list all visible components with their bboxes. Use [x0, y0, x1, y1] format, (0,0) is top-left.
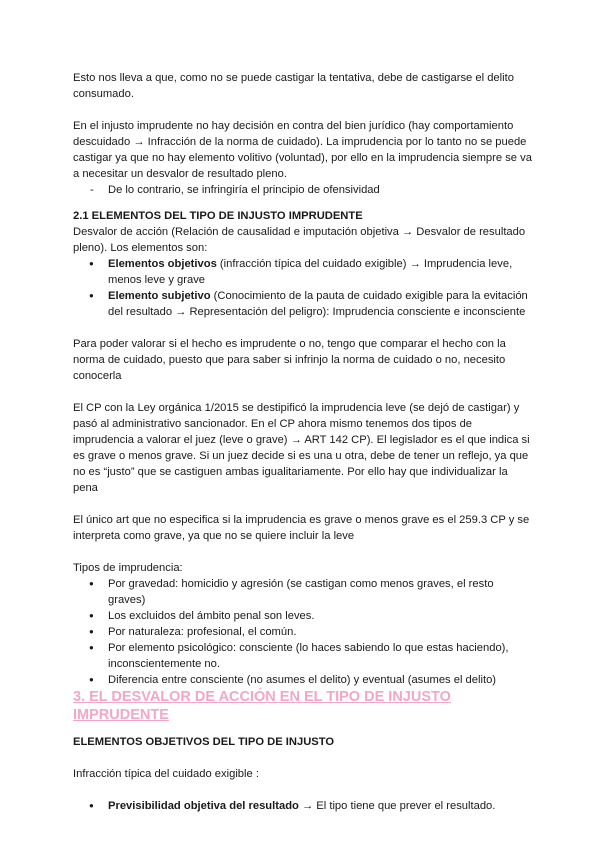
dash-list	[73, 182, 533, 198]
list-item: - De lo contrario, se infringiría el principio de ofensividad	[73, 182, 533, 198]
paragraph-injusto-imprudente: En el injusto imprudente no hay decisión en contra del bien jurídico (hay comportamiento descuidado → Infracción de la norma de cuidado). La imprudencia por lo tanto no se puede castigar ya que no hay elemento volitivo (voluntad), por ello en la imprudencia siempre se va a necesitar un desvalor de resultado pleno.	[73, 120, 532, 180]
paragraph-tentativa: Esto nos lleva a que, como no se puede castigar la tentativa, debe de castigarse el delito consumado.	[73, 72, 514, 100]
section-heading-elementos-objetivos: ELEMENTOS OBJETIVOS DEL TIPO DE INJUSTO	[73, 736, 335, 748]
section-heading-2-1: 2.1 ELEMENTOS DEL TIPO DE INJUSTO IMPRUDENTE	[73, 210, 363, 222]
bold-term: Previsibilidad objetiva del resultado	[108, 800, 299, 812]
paragraph-unico-art: El único art que no especifica si la imprudencia es grave o menos grave es el 259.3 CP y se interpreta como grave, ya que no se quiere incluir la leve	[73, 514, 530, 542]
paragraph-infraccion-tipica: Infracción típica del cuidado exigible :	[73, 768, 259, 780]
list-item: ● Los excluidos del ámbito penal son leves.	[73, 608, 533, 624]
list-item-elemento-subjetivo	[73, 288, 533, 320]
elements-list	[73, 256, 533, 320]
bold-term: Elemento subjetivo	[108, 290, 211, 302]
list-item-elementos-objetivos	[73, 256, 533, 288]
bold-term: Elementos objetivos	[108, 258, 217, 270]
paragraph-desvalor-accion: Desvalor de acción (Relación de causalidad e imputación objetiva → Desvalor de resultado pleno). Los elementos son:	[73, 226, 526, 254]
previsibilidad-list	[73, 798, 533, 814]
document-page	[73, 70, 533, 814]
list-item: ● Por gravedad: homicidio y agresión (se castigan como menos graves, el resto graves)	[73, 576, 533, 608]
section-heading-3: 3. EL DESVALOR DE ACCIÓN EN EL TIPO DE INJUSTO IMPRUDENTE	[73, 689, 451, 723]
tipos-list	[73, 576, 533, 688]
list-item-previsibilidad	[73, 798, 533, 814]
item-text: → El tipo tiene que prever el resultado.	[298, 800, 496, 812]
paragraph-valorar: Para poder valorar si el hecho es imprudente o no, tengo que comparar el hecho con la norma de cuidado, puesto que para saber si infrinjo la norma de cuidado o no, necesito conocerla	[73, 338, 506, 382]
list-item: ● Por elemento psicológico: consciente (lo haces sabiendo lo que estas haciendo), inconscientemente no.	[73, 640, 533, 672]
tipos-title: Tipos de imprudencia:	[73, 562, 183, 574]
list-item: ● Por naturaleza: profesional, el común.	[73, 624, 533, 640]
item-text: (infracción típica del cuidado exigible) → Imprudencia leve, menos leve y grave	[108, 258, 513, 286]
list-item: ● Diferencia entre consciente (no asumes el delito) y eventual (asumes el delito)	[73, 672, 533, 688]
item-text: (Conocimiento de la pauta de cuidado exigible para la evitación del resultado → Representación del peligro): Imprudencia consciente e inconsciente	[108, 290, 528, 318]
paragraph-cp-ley-organica: El CP con la Ley orgánica 1/2015 se destipificó la imprudencia leve (se dejó de castigar) y pasó al administrativo sancionador. En el CP ahora mismo tenemos dos tipos de imprudencia a valorar el juez (leve o grave) → ART 142 CP). El legislador es el que indica si es grave o menos grave. Si un juez decide si es una u otra, debe de tener un reflejo, ya que no es “justo” que se castiguen ambas igualitariamente. Por ello hay que individualizar la pena	[73, 402, 530, 494]
